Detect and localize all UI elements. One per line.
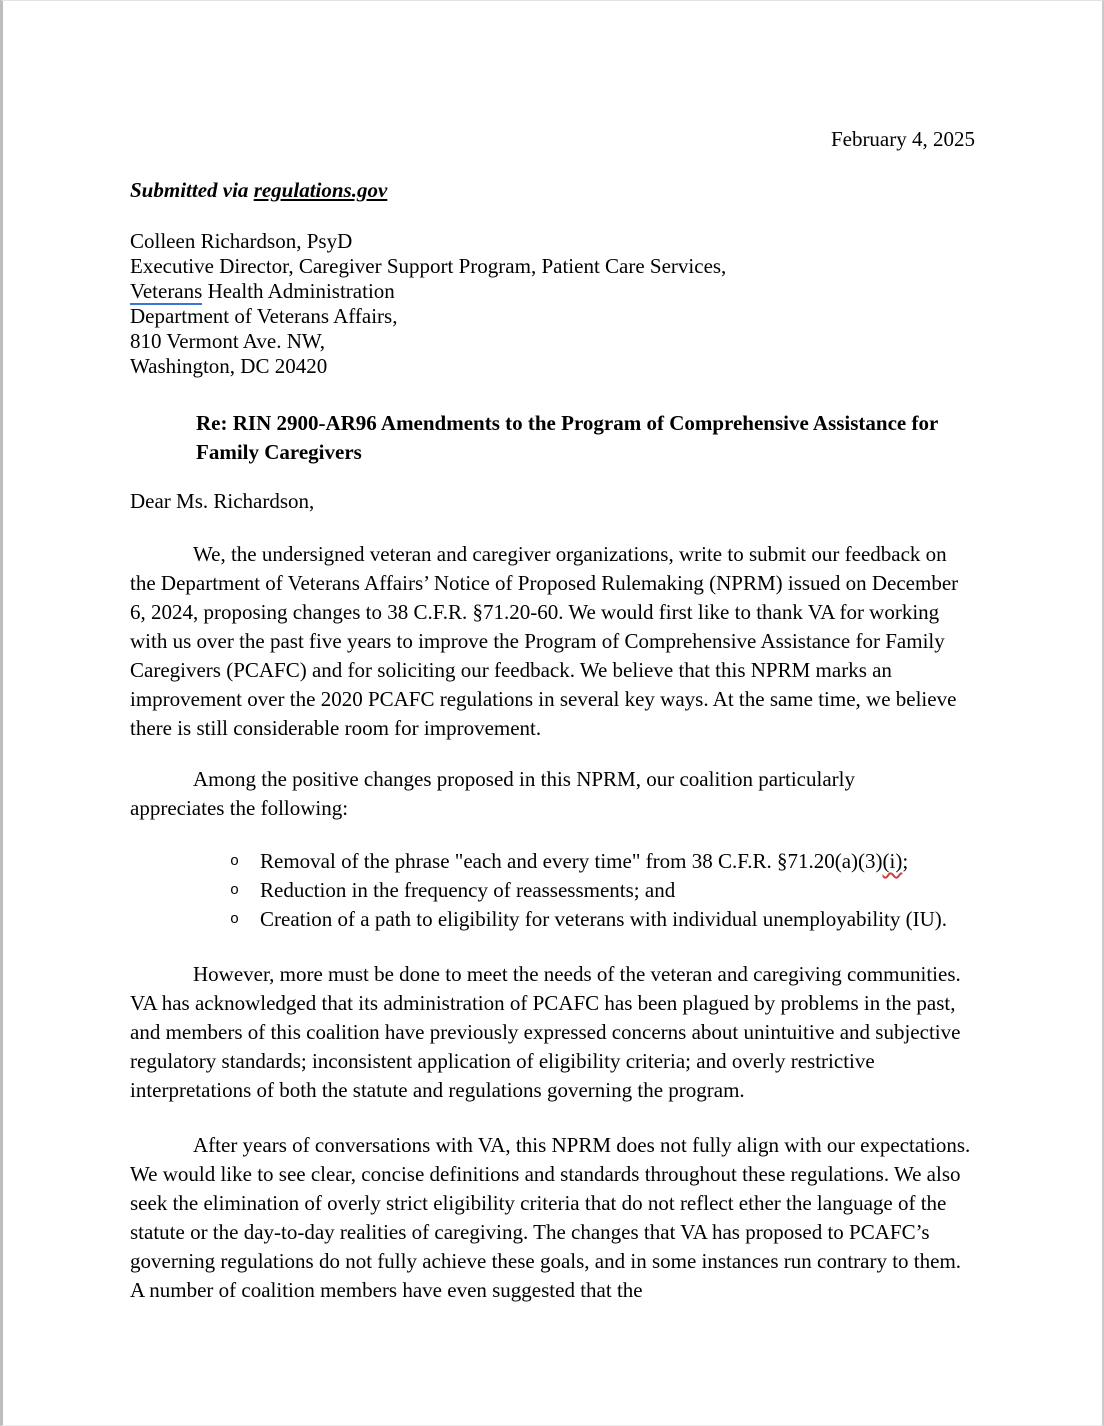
body-paragraph-3: However, more must be done to meet the needs of the veteran and caregiving communities. VA has acknowledged that its administration of PCAFC has been plagued by problems in the past, and members of this coalition have previously expressed concerns about unintuitive and subjective regulatory standards; inconsistent application of eligibility criteria; and overly restrictive interpretations of both the statute and regulations governing the program.	[130, 962, 961, 1102]
bullet-text	[260, 876, 975, 905]
recipient-street: 810 Vermont Ave. NW,	[130, 329, 326, 353]
date-line	[130, 125, 975, 154]
bullet-text-main: Reduction in the frequency of reassessments; and	[260, 878, 676, 902]
bullet-text	[260, 905, 975, 934]
recipient-address-block	[130, 229, 975, 379]
recipient-name: Colleen Richardson, PsyD	[130, 229, 353, 253]
recipient-department: Department of Veterans Affairs,	[130, 304, 398, 328]
bullet-item	[130, 905, 975, 934]
bullet-text-main: Removal of the phrase "each and every time" from 38 C.F.R. §71.20(a)(3)	[260, 849, 883, 873]
body-paragraph-1: We, the undersigned veteran and caregiver organizations, write to submit our feedback on the Department of Veterans Affairs’ Notice of Proposed Rulemaking (NPRM) issued on December 6, 2024, proposing changes to 38 C.F.R. §71.20-60. We would first like to thank VA for working with us over the past five years to improve the Program of Comprehensive Assistance for Family Caregivers (PCAFC) and for soliciting our feedback. We believe that this NPRM marks an improvement over the 2020 PCAFC regulations in several key ways. At the same time, we believe there is still considerable room for improvement.	[130, 542, 959, 740]
recipient-org-rest: Health Administration	[202, 279, 395, 303]
recipient-title: Executive Director, Caregiver Support Program, Patient Care Services,	[130, 254, 727, 278]
bullet-text-end: ;	[902, 849, 909, 873]
bullet-text-main: Creation of a path to eligibility for veterans with individual unemployability (IU).	[260, 907, 948, 931]
bullet-item	[130, 847, 975, 876]
bullet-text	[260, 847, 975, 876]
subject-line: Re: RIN 2900-AR96 Amendments to the Program of Comprehensive Assistance for Family Caregivers	[196, 411, 938, 464]
bullet-item	[130, 876, 975, 905]
body-paragraph-2: Among the positive changes proposed in this NPRM, our coalition particularly appreciates the following:	[130, 767, 855, 820]
bullet-marker-icon: o	[230, 882, 240, 899]
bullet-marker-icon: o	[230, 853, 240, 870]
recipient-city: Washington, DC 20420	[130, 354, 328, 378]
submitted-via-prefix: Submitted via	[130, 178, 254, 202]
submitted-via-line	[130, 176, 975, 205]
spellcheck-flagged-fragment: (i)	[882, 849, 903, 873]
salutation: Dear Ms. Richardson,	[130, 489, 315, 513]
regulations-gov-text: regulations.gov	[253, 178, 388, 202]
body-paragraph-4: After years of conversations with VA, this NPRM does not fully align with our expectations. We would like to see clear, concise definitions and standards throughout these regulations. We also seek the elimination of overly strict eligibility criteria that do not reflect ether the language of the statute or the day-to-day realities of caregiving. The changes that VA has proposed to PCAFC’s governing regulations do not fully achieve these goals, and in some instances run contrary to them. A number of coalition members have even suggested that the	[130, 1133, 971, 1302]
date-text: February 4, 2025	[830, 127, 975, 151]
bullet-marker-icon: o	[230, 911, 240, 928]
recipient-org	[130, 279, 975, 304]
bullet-list	[130, 847, 975, 934]
spellcheck-flagged-word: Veterans	[130, 279, 203, 303]
